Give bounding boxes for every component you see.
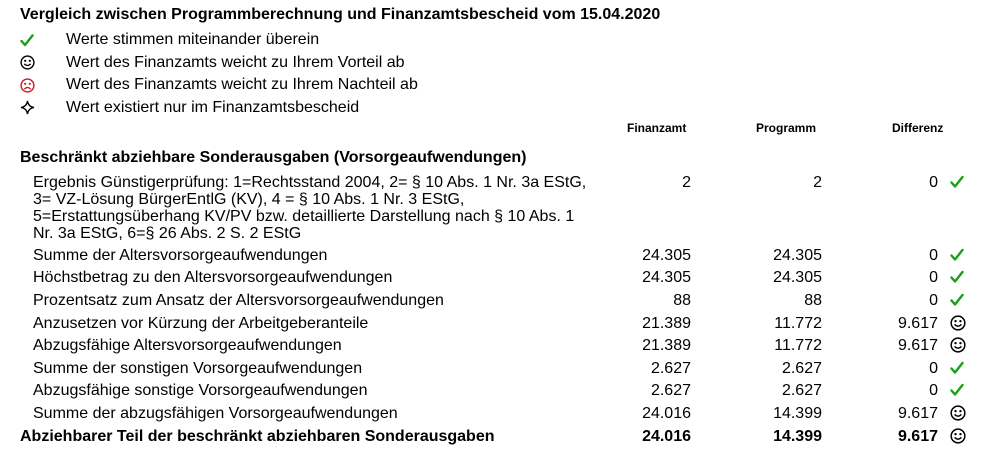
column-header-programm: Programm	[756, 121, 817, 135]
value-differenz: 0	[929, 247, 938, 264]
column-header-finanzamt: Finanzamt	[627, 121, 687, 135]
value-differenz: 9.617	[897, 405, 938, 422]
value-differenz: 0	[929, 174, 938, 191]
smiley-happy-icon	[20, 55, 66, 70]
smiley-happy-icon	[950, 337, 966, 353]
value-programm: 2	[813, 174, 822, 191]
value-finanzamt: 24.016	[642, 405, 691, 422]
section-title: Beschränkt abziehbare Sonderausgaben (Vorsorgeaufwendungen)	[20, 149, 527, 166]
value-differenz: 0	[929, 269, 938, 286]
value-differenz: 0	[929, 292, 938, 309]
smiley-happy-icon	[950, 405, 966, 421]
row-label: Abzugsfähige Altersvorsorgeaufwendungen	[33, 337, 342, 354]
value-programm: 2.627	[781, 360, 822, 377]
smiley-sad-icon	[20, 78, 66, 93]
check-icon	[950, 360, 964, 375]
total-differenz: 9.617	[897, 428, 938, 445]
value-programm: 88	[804, 292, 822, 309]
value-finanzamt: 2.627	[650, 382, 691, 399]
value-differenz: 0	[929, 382, 938, 399]
value-finanzamt: 21.389	[642, 337, 691, 354]
sparkle-icon	[20, 100, 66, 115]
value-differenz: 0	[929, 360, 938, 377]
check-icon	[20, 34, 66, 47]
value-programm: 14.399	[773, 405, 822, 422]
row-label: Höchstbetrag zu den Altersvorsorgeaufwendungen	[33, 269, 393, 286]
legend-item-advantage	[20, 52, 418, 75]
row-label: Summe der Altersvorsorgeaufwendungen	[33, 247, 328, 264]
check-icon	[950, 382, 964, 397]
check-icon	[950, 269, 964, 284]
total-finanzamt: 24.016	[642, 428, 691, 445]
page-title: Vergleich zwischen Programmberechnung und Finanzamtsbescheid vom 15.04.2020	[20, 6, 661, 23]
legend-text: Werte stimmen miteinander überein	[66, 31, 320, 49]
legend-text: Wert des Finanzamts weicht zu Ihrem Vorteil ab	[66, 53, 405, 71]
value-programm: 2.627	[781, 382, 822, 399]
value-finanzamt: 21.389	[642, 315, 691, 332]
value-programm: 11.772	[774, 337, 822, 354]
check-icon	[950, 247, 964, 262]
legend-text: Wert existiert nur im Finanzamtsbescheid	[66, 98, 360, 116]
value-finanzamt: 88	[673, 292, 691, 309]
value-differenz: 9.617	[897, 315, 938, 332]
value-finanzamt: 2.627	[650, 360, 691, 377]
row-label: Abzugsfähige sonstige Vorsorgeaufwendungen	[33, 382, 368, 399]
legend-item-only-finanzamt	[20, 97, 418, 120]
value-programm: 24.305	[773, 269, 822, 286]
check-icon	[950, 292, 964, 307]
value-differenz: 9.617	[897, 337, 938, 354]
total-label: Abziehbarer Teil der beschränkt abziehbaren Sonderausgaben	[20, 428, 495, 445]
value-finanzamt: 2	[682, 174, 691, 191]
legend-item-disadvantage	[20, 74, 418, 97]
row-label: Ergebnis Günstigerprüfung: 1=Rechtsstand 2004, 2= § 10 Abs. 1 Nr. 3a EStG, 3= VZ-Lösung BürgerEntlG (KV), 4 = § 10 Abs. 1 Nr. 3 EStG, 5=Erstattungsüberhang KV/PV bzw. detaillierte Darstellung nach § 10 Abs. 1 Nr. 3a EStG, 6=§ 26 Abs. 2 S. 2 EStG	[33, 174, 587, 242]
legend	[20, 29, 418, 119]
legend-text: Wert des Finanzamts weicht zu Ihrem Nachteil ab	[66, 76, 418, 94]
check-icon	[950, 174, 964, 189]
value-finanzamt: 24.305	[642, 269, 691, 286]
column-header-differenz: Differenz	[892, 121, 944, 135]
total-programm: 14.399	[773, 428, 822, 445]
row-label: Summe der sonstigen Vorsorgeaufwendungen	[33, 360, 363, 377]
value-programm: 24.305	[773, 247, 822, 264]
row-label: Anzusetzen vor Kürzung der Arbeitgeberanteile	[33, 315, 369, 332]
smiley-happy-icon	[950, 315, 966, 331]
legend-item-match	[20, 29, 418, 52]
value-finanzamt: 24.305	[642, 247, 691, 264]
row-label: Summe der abzugsfähigen Vorsorgeaufwendungen	[33, 405, 398, 422]
smiley-happy-icon	[950, 428, 966, 444]
value-programm: 11.772	[774, 315, 822, 332]
row-label: Prozentsatz zum Ansatz der Altersvorsorgeaufwendungen	[33, 292, 444, 309]
